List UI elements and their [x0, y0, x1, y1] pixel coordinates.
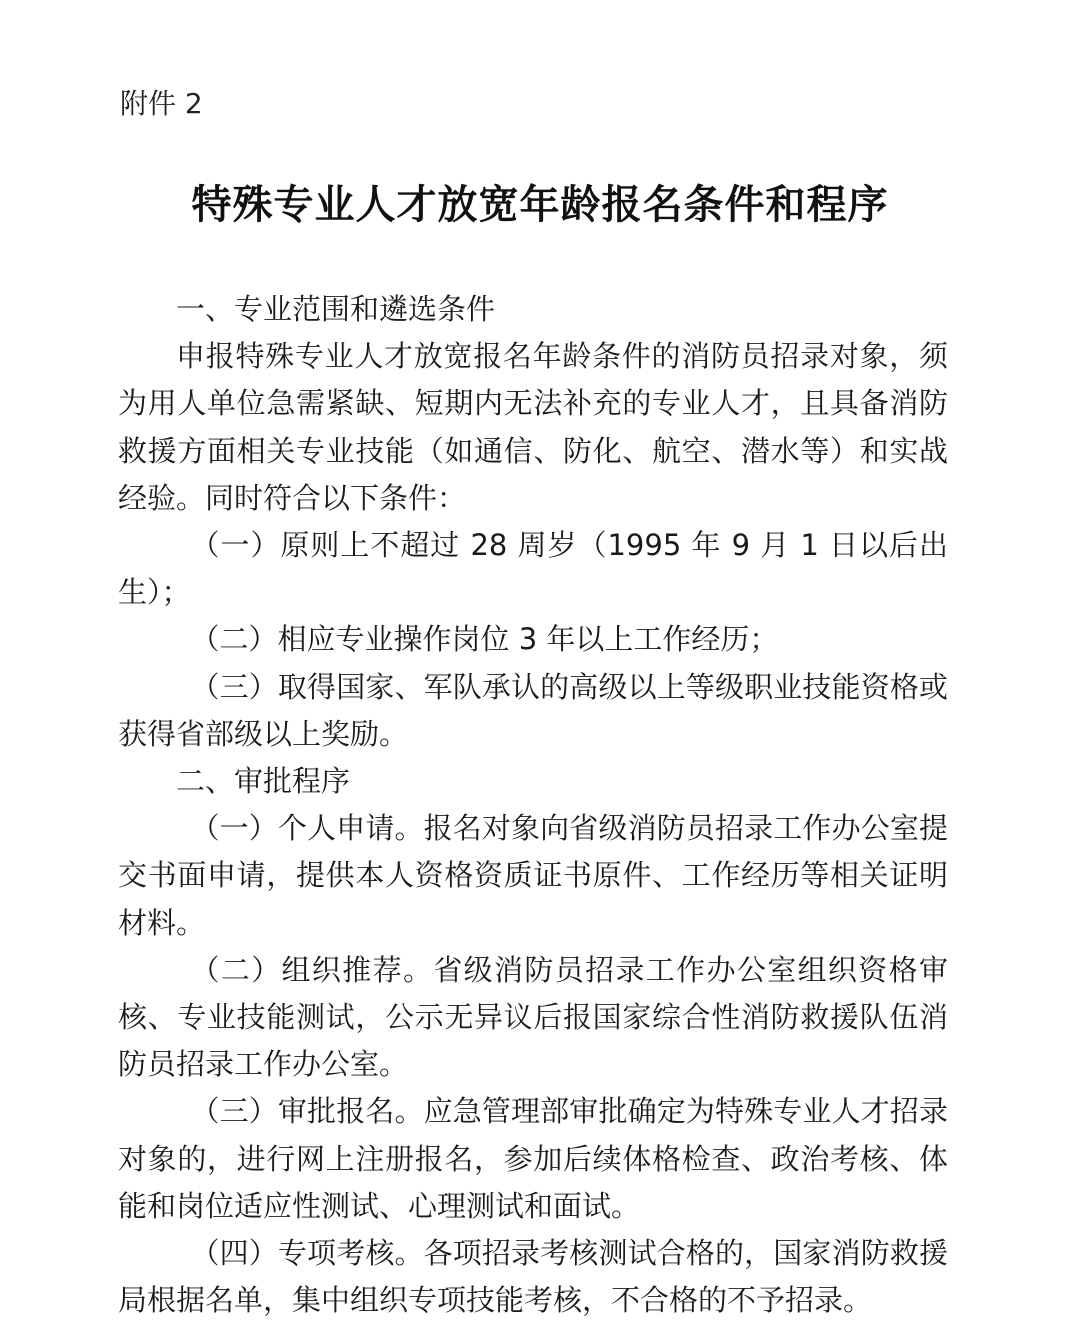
procedure-application: （一）个人申请。报名对象向省级消防员招录工作办公室提交书面申请，提供本人资格资质证书原件、工作经历等相关证明材料。: [118, 811, 948, 940]
procedure-assessment: （四）专项考核。各项招录考核测试合格的，国家消防救援局根据名单，集中组织专项技能考核，不合格的不予招录。: [118, 1236, 948, 1318]
document-title: 特殊专业人才放宽年龄报名条件和程序: [191, 182, 889, 228]
document-body: [118, 286, 948, 1324]
procedure-approval: （三）审批报名。应急管理部审批确定为特殊专业人才招录对象的，进行网上注册报名，参加后续体格检查、政治考核、体能和岗位适应性测试、心理测试和面试。: [118, 1094, 948, 1223]
section-heading-scope: 一、专业范围和遴选条件: [176, 292, 496, 326]
section-heading-procedure: 二、审批程序: [176, 764, 351, 799]
paragraph-intro: 申报特殊专业人才放宽报名年龄条件的消防员招录对象，须为用人单位急需紧缺、短期内无法补充的专业人才，且具备消防救援方面相关专业技能（如通信、防化、航空、潜水等）和实战经验。同时符合以下条件：: [118, 339, 948, 515]
procedure-recommendation: （二）组织推荐。省级消防员招录工作办公室组织资格审核、专业技能测试，公示无异议后报国家综合性消防救援队伍消防员招录工作办公室。: [118, 952, 948, 1082]
condition-experience: （二）相应专业操作岗位 3 年以上工作经历；: [190, 622, 779, 657]
condition-age: （一）原则上不超过 28 周岁（1995 年 9 月 1 日以后出生）；: [118, 528, 948, 610]
condition-qualification: （三）取得国家、军队承认的高级以上等级职业技能资格或获得省部级以上奖励。: [118, 669, 948, 751]
attachment-label: 附件 2: [120, 87, 203, 120]
